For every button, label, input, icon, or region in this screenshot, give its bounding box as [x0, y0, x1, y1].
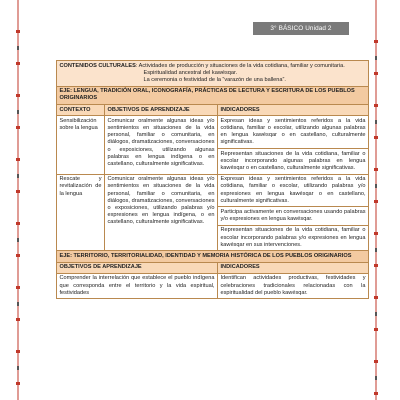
col-indicadores-2: INDICADORES — [218, 262, 369, 273]
indicador: Representan situaciones de la vida cotidiana, familiar o escolar incorporando palabras y/o expresiones en lengua kawésqar en sus intervenciones. — [220, 227, 366, 248]
row1-objetivo: Comunicar oralmente algunas ideas y/o sentimientos en situaciones de la vida personal, familiar o comunitaria, en diálogos, dramatizaciones, conversaciones o exposiciones, utilizando algunas palabras en lengua indígena o en castellano, culturalmente significativas. — [105, 116, 218, 174]
contenidos-label: CONTENIDOS CULTURALES — [59, 62, 136, 69]
table-row — [57, 116, 369, 174]
grade-unit-badge: 3° BÁSICO Unidad 2 — [253, 22, 349, 35]
column-header-row-2 — [57, 262, 369, 273]
col-objetivos-2: OBJETIVOS DE APRENDIZAJE — [57, 262, 218, 273]
row3-indicador: Identifican actividades productivas, festividades y celebraciones tradicionales relacionadas con la espiritualidad del pueblo kawésqar. — [218, 273, 369, 299]
contenidos-culturales — [57, 61, 369, 87]
eje2-row — [57, 251, 369, 262]
row3-objetivo: Comprender la interrelación que establece el pueblo indígena que corresponda entre el territorio y la vida espiritual, festividades — [57, 273, 218, 299]
row2-indicadores — [218, 174, 369, 251]
indicador: Participa activamente en conversaciones usando palabras y/o expresiones en lengua kawésqar. — [218, 207, 368, 225]
contenidos-line-3: La ceremonia o festividad de la “varazón de una ballena”. — [143, 76, 286, 83]
col-objetivos: OBJETIVOS DE APRENDIZAJE — [105, 105, 218, 116]
table-row — [57, 174, 369, 251]
contenidos-line-2: Espiritualidad ancestral del kawésqar. — [143, 69, 238, 76]
eje1-title: EJE: LENGUA, TRADICIÓN ORAL, ICONOGRAFÍA, PRÁCTICAS DE LECTURA Y ESCRITURA DE LOS PUEBLOS ORIGINARIOS — [57, 86, 369, 104]
col-contexto: CONTEXTO — [57, 105, 105, 116]
indicador: Expresan ideas y sentimientos referidos a la vida cotidiana, familiar o escolar, utilizando algunas palabras en lengua kawésqar o en castellano, culturalmente significativas. — [218, 116, 368, 149]
row2-contexto: Rescate y revitalización de la lengua — [57, 174, 105, 251]
decorative-border-left — [14, 0, 22, 400]
row1-contexto: Sensibilización sobre la lengua — [57, 116, 105, 174]
contenidos-line-1: : Actividades de producción y situaciones de la vida cotidiana, familiar y comunitaria. — [135, 62, 345, 69]
column-header-row — [57, 105, 369, 116]
row2-objetivo: Comunicar oralmente algunas ideas y/o sentimientos en situaciones de la vida personal, familiar o comunitaria, en diálogos, dramatizaciones, conversaciones o exposiciones, utilizando palabras y/o expresiones en lengua indígena, o en castellano, culturalmente significativas. — [105, 174, 218, 251]
curriculum-table — [56, 60, 369, 299]
indicador: Expresan ideas y sentimientos referidos a la vida cotidiana, familiar o escolar, utilizando palabras y/o expresiones en lengua kawésqar o en castellano, culturalmente significativas. — [218, 175, 368, 208]
indicador: Representan situaciones de la vida cotidiana, familiar o escolar incorporando algunas palabras en lengua kawésqar o en castellano, culturalmente significativas. — [220, 150, 366, 171]
table-row — [57, 273, 369, 299]
row1-indicadores — [218, 116, 369, 174]
eje2-title: EJE: TERRITORIO, TERRITORIALIDAD, IDENTIDAD Y MEMORIA HISTÓRICA DE LOS PUEBLOS ORIGINARIOS — [57, 251, 369, 262]
contenidos-row — [57, 61, 369, 87]
eje1-row — [57, 86, 369, 104]
curriculum-document — [56, 60, 368, 299]
decorative-border-right — [372, 0, 380, 400]
col-indicadores: INDICADORES — [218, 105, 369, 116]
